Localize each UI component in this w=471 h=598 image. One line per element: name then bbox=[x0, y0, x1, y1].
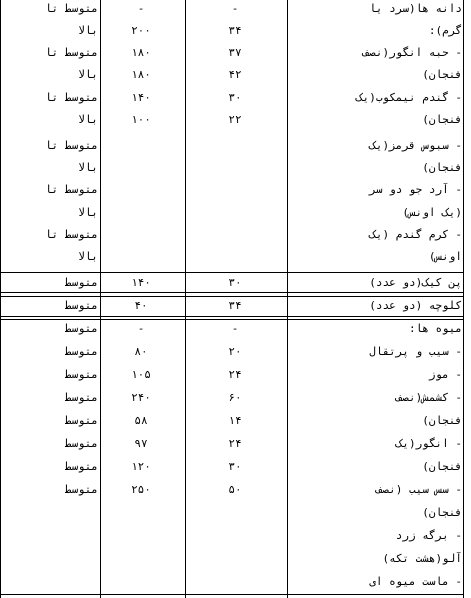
row-divider bbox=[0, 319, 464, 320]
level-cell: متوسط bbox=[64, 368, 98, 381]
food-line: گرم): bbox=[428, 24, 462, 37]
level-cell: متوسط bbox=[64, 322, 98, 335]
column-divider bbox=[100, 0, 101, 598]
level-cell: متوسط تا bbox=[45, 139, 98, 152]
row-divider bbox=[0, 316, 464, 317]
value-cell: ۴۲ bbox=[228, 68, 242, 81]
table-border-left bbox=[0, 0, 1, 598]
food-line: فنجان) bbox=[422, 414, 462, 427]
value-cell: ۶۰ bbox=[228, 391, 242, 404]
value-cell: - bbox=[137, 2, 145, 15]
table-border-right bbox=[463, 0, 464, 598]
food-line: - کرم گندم (یک bbox=[369, 228, 462, 241]
value-cell: ۱۴ bbox=[228, 414, 242, 427]
value-cell: ۳۰ bbox=[228, 91, 242, 104]
value-cell: ۵۰ bbox=[228, 483, 242, 496]
value-cell: - bbox=[137, 322, 145, 335]
level-cell: متوسط bbox=[64, 414, 98, 427]
food-line: - ماست میوه ای bbox=[369, 575, 462, 588]
value-cell: ۲۵۰ bbox=[131, 483, 151, 496]
value-cell: ۱۰۰ bbox=[131, 113, 151, 126]
value-cell: ۱۸۰ bbox=[131, 68, 151, 81]
level-cell: بالا bbox=[78, 113, 98, 126]
value-cell: ۱۴۰ bbox=[131, 91, 151, 104]
value-cell: ۳۴ bbox=[228, 299, 242, 312]
value-cell: ۵۸ bbox=[134, 414, 148, 427]
value-cell: ۱۰۵ bbox=[131, 368, 151, 381]
food-line: - موز bbox=[428, 368, 462, 381]
food-line: - کشمش(نصف bbox=[395, 391, 462, 404]
column-divider bbox=[287, 0, 288, 598]
value-cell: ۲۰۰ bbox=[131, 24, 151, 37]
value-cell: ۲۴ bbox=[228, 368, 242, 381]
value-cell: ۱۴۰ bbox=[131, 276, 151, 289]
value-cell: - bbox=[231, 322, 239, 335]
food-line: میوه ها: bbox=[409, 322, 462, 335]
value-cell: ۲۰ bbox=[228, 345, 242, 358]
value-cell: ۱۲۰ bbox=[131, 460, 151, 473]
level-cell: متوسط bbox=[64, 299, 98, 312]
value-cell: ۲۴ bbox=[228, 437, 242, 450]
level-cell: بالا bbox=[78, 24, 98, 37]
level-cell: بالا bbox=[78, 206, 98, 219]
food-line: اونس) bbox=[428, 250, 462, 263]
row-divider bbox=[0, 296, 464, 297]
value-cell: ۸۰ bbox=[134, 345, 148, 358]
food-line: - برگه زرد bbox=[395, 529, 462, 542]
food-line: کلوچه (دو عدد) bbox=[369, 299, 462, 312]
value-cell: ۳۰ bbox=[228, 460, 242, 473]
level-cell: متوسط bbox=[64, 391, 98, 404]
food-line: فنجان) bbox=[422, 113, 462, 126]
column-divider bbox=[185, 0, 186, 598]
value-cell: ۱۸۰ bbox=[131, 46, 151, 59]
level-cell: متوسط bbox=[64, 345, 98, 358]
food-line: فنجان) bbox=[422, 161, 462, 174]
level-cell: متوسط تا bbox=[45, 2, 98, 15]
food-line: فنجان) bbox=[422, 68, 462, 81]
value-cell: ۳۷ bbox=[228, 46, 242, 59]
food-line: - حبه انگور(نصف bbox=[362, 46, 462, 59]
value-cell: ۴۰ bbox=[134, 299, 148, 312]
value-cell: ۹۷ bbox=[134, 437, 148, 450]
value-cell: ۲۴۰ bbox=[131, 391, 151, 404]
row-divider bbox=[0, 272, 464, 273]
level-cell: بالا bbox=[78, 68, 98, 81]
food-line: دانه ها(سرد یا bbox=[369, 2, 462, 15]
level-cell: بالا bbox=[78, 250, 98, 263]
level-cell: متوسط تا bbox=[45, 91, 98, 104]
value-cell: ۳۰ bbox=[228, 276, 242, 289]
food-line: فنجان) bbox=[422, 506, 462, 519]
level-cell: متوسط bbox=[64, 276, 98, 289]
value-cell: ۳۴ bbox=[228, 24, 242, 37]
food-line: فنجان) bbox=[422, 460, 462, 473]
value-cell: ۲۲ bbox=[228, 113, 242, 126]
table-border-bottom bbox=[0, 594, 464, 595]
food-line: - سس سیب (نصف bbox=[375, 483, 462, 496]
level-cell: متوسط تا bbox=[45, 183, 98, 196]
food-line: آلو(هشت تکه) bbox=[382, 552, 462, 565]
food-line: - آرد جو دو سر bbox=[369, 183, 462, 196]
level-cell: بالا bbox=[78, 161, 98, 174]
level-cell: متوسط تا bbox=[45, 46, 98, 59]
food-line: - سیب و پرتقال bbox=[369, 345, 462, 358]
food-line: پن کیک(دو عدد) bbox=[369, 276, 462, 289]
level-cell: متوسط bbox=[64, 460, 98, 473]
food-line: - سبوس قرمز(یک bbox=[369, 139, 462, 152]
level-cell: متوسط bbox=[64, 483, 98, 496]
food-line: - انگور(یک bbox=[395, 437, 462, 450]
level-cell: متوسط تا bbox=[45, 228, 98, 241]
row-divider bbox=[0, 292, 464, 293]
level-cell: متوسط bbox=[64, 437, 98, 450]
food-line: - گندم نیمکوب(یک bbox=[356, 91, 462, 104]
food-line: (یک اونس) bbox=[402, 206, 462, 219]
value-cell: - bbox=[231, 2, 239, 15]
